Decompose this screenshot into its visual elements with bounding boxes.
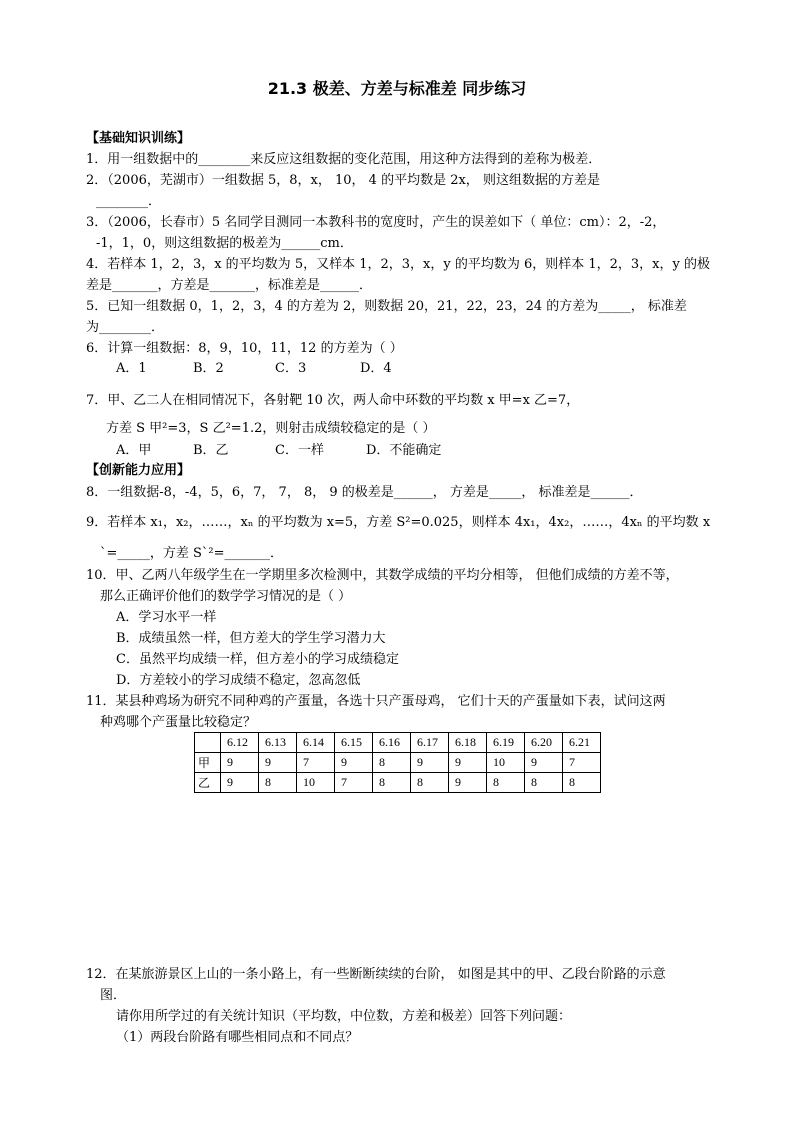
table-cell: 6.14 bbox=[297, 733, 335, 753]
question-6-option-d: D．4 bbox=[360, 361, 392, 376]
table-cell: 8 bbox=[525, 773, 563, 793]
question-4-line-1: 4．若样本 1，2，3，x 的平均数为 5，又样本 1，2，3，x，y 的平均数为 6，则样本 1，2，3，x，y 的极 bbox=[86, 257, 710, 272]
question-12-line-3: 请你用所学过的有关统计知识（平均数，中位数，方差和极差）回答下列问题： bbox=[116, 1009, 572, 1024]
table-cell: 7 bbox=[297, 753, 335, 773]
question-11-line-2: 种鸡哪个产蛋量比较稳定？ bbox=[100, 715, 257, 730]
question-4-line-2: 差是_______，方差是_______，标准差是______． bbox=[86, 278, 373, 293]
question-1: 1．用一组数据中的________来反应这组数据的变化范围，用这种方法得到的差称为极差． bbox=[86, 152, 602, 167]
table-cell: 7 bbox=[335, 773, 373, 793]
question-7-line-2: 方差 S 甲²=3，S 乙²=1.2，则射击成绩较稳定的是（ ） bbox=[106, 421, 436, 436]
table-cell: 8 bbox=[373, 773, 411, 793]
question-3-line-1: 3．（2006，长春市）5 名同学目测同一本教科书的宽度时，产生的误差如下（ 单位：cm）：2，-2， bbox=[86, 215, 666, 230]
question-10-option-a: A．学习水平一样 bbox=[116, 610, 217, 625]
table-cell: 乙 bbox=[195, 773, 221, 793]
question-5-line-2: 为________． bbox=[86, 320, 165, 335]
table-cell: 6.13 bbox=[259, 733, 297, 753]
table-cell: 6.12 bbox=[221, 733, 259, 753]
table-cell: 6.15 bbox=[335, 733, 373, 753]
table-cell: 9 bbox=[411, 753, 449, 773]
question-10-option-c: C．虽然平均成绩一样，但方差小的学习成绩稳定 bbox=[116, 652, 399, 667]
table-cell bbox=[195, 733, 221, 753]
question-12-line-1: 12．在某旅游景区上山的一条小路上，有一些断断续续的台阶， 如图是其中的甲、乙段台阶路的示意 bbox=[86, 967, 666, 982]
question-11-line-1: 11．某县种鸡场为研究不同种鸡的产蛋量，各选十只产蛋母鸡， 它们十天的产蛋量如下表，试问这两 bbox=[86, 694, 666, 709]
question-7-option-d: D．不能确定 bbox=[366, 443, 442, 458]
question-10-option-b: B．成绩虽然一样，但方差大的学生学习潜力大 bbox=[116, 631, 386, 646]
table-cell: 9 bbox=[259, 753, 297, 773]
question-9-line-2: `=_____，方差 S`²=_______． bbox=[100, 546, 284, 561]
table-cell: 6.17 bbox=[411, 733, 449, 753]
question-9-line-1: 9．若样本 x₁，x₂，……，xₙ 的平均数为 x=5，方差 S²=0.025，则样本 4x₁，4x₂，……，4xₙ 的平均数 x bbox=[86, 515, 711, 530]
table-row bbox=[195, 773, 601, 793]
question-7-line-1: 7．甲、乙二人在相同情况下，各射靶 10 次，两人命中环数的平均数 x 甲=x 乙=7， bbox=[86, 393, 580, 408]
question-6: 6．计算一组数据：8，9，10，11，12 的方差为（ ） bbox=[86, 341, 403, 356]
question-2-line-2: ________． bbox=[96, 194, 162, 209]
page-title: 21.3 极差、方差与标准差 同步练习 bbox=[267, 79, 527, 98]
table-cell: 6.20 bbox=[525, 733, 563, 753]
section-heading-creative: 【创新能力应用】 bbox=[86, 463, 191, 478]
table-cell: 6.16 bbox=[373, 733, 411, 753]
table-cell: 8 bbox=[373, 753, 411, 773]
question-6-option-c: C．3 bbox=[275, 361, 307, 376]
question-7-option-b: B．乙 bbox=[193, 443, 229, 458]
question-2-line-1: 2．（2006，芜湖市）一组数据 5，8，x， 10， 4 的平均数是 2x， 则这组数据的方差是 bbox=[86, 173, 600, 188]
table-cell: 8 bbox=[487, 773, 525, 793]
question-6-option-b: B．2 bbox=[193, 361, 224, 376]
table-cell: 甲 bbox=[195, 753, 221, 773]
table-header-row bbox=[195, 733, 601, 753]
question-3-line-2: -1，1，0，则这组数据的极差为______cm． bbox=[96, 236, 353, 251]
table-cell: 6.18 bbox=[449, 733, 487, 753]
section-heading-basic: 【基础知识训练】 bbox=[86, 131, 191, 146]
question-8: 8．一组数据-8，-4，5，6，7， 7， 8， 9 的极差是______， 方差是_____， 标准差是______． bbox=[86, 485, 643, 500]
table-cell: 6.21 bbox=[563, 733, 601, 753]
table-cell: 9 bbox=[221, 773, 259, 793]
egg-production-table bbox=[194, 732, 601, 793]
question-10-option-d: D．方差较小的学习成绩不稳定，忽高忽低 bbox=[116, 673, 361, 688]
table-row bbox=[195, 753, 601, 773]
table-cell: 9 bbox=[335, 753, 373, 773]
question-12-line-4: （1）两段台阶路有哪些相同点和不同点？ bbox=[116, 1030, 359, 1045]
table-cell: 8 bbox=[563, 773, 601, 793]
question-10-line-1: 10．甲、乙两八年级学生在一学期里多次检测中，其数学成绩的平均分相等， 但他们成绩的方差不等， bbox=[86, 568, 679, 583]
table-cell: 6.19 bbox=[487, 733, 525, 753]
question-7-option-a: A．甲 bbox=[116, 443, 152, 458]
table-cell: 9 bbox=[525, 753, 563, 773]
table-cell: 8 bbox=[411, 773, 449, 793]
question-5-line-1: 5．已知一组数据 0，1，2，3，4 的方差为 2，则数据 20，21，22，23，24 的方差为_____， 标准差 bbox=[86, 299, 687, 314]
question-10-line-2: 那么正确评价他们的数学学习情况的是（ ） bbox=[100, 589, 352, 604]
table-cell: 7 bbox=[563, 753, 601, 773]
table-cell: 9 bbox=[221, 753, 259, 773]
question-12-line-2: 图． bbox=[100, 988, 127, 1003]
table-cell: 9 bbox=[449, 773, 487, 793]
question-7-option-c: C．一样 bbox=[275, 443, 324, 458]
table-cell: 8 bbox=[259, 773, 297, 793]
table-cell: 10 bbox=[487, 753, 525, 773]
table-cell: 9 bbox=[449, 753, 487, 773]
question-6-option-a: A．1 bbox=[116, 361, 147, 376]
table-cell: 10 bbox=[297, 773, 335, 793]
